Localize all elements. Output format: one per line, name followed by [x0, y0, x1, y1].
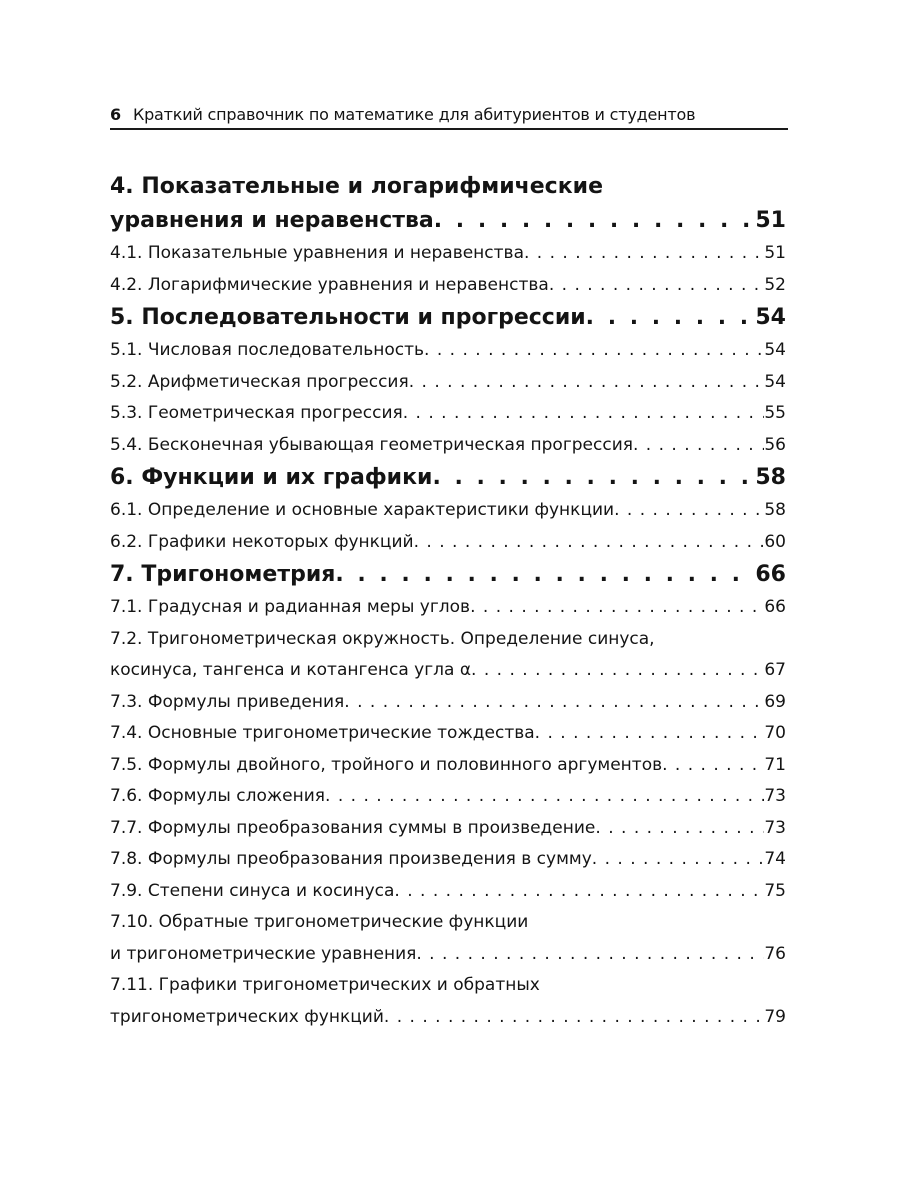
chapter-4-title-line1: 4. Показательные и логарифмические — [110, 174, 603, 199]
toc-entry — [110, 270, 786, 302]
dot-leader — [424, 335, 764, 367]
toc-entry — [110, 527, 786, 559]
dot-leader — [416, 939, 764, 971]
section-title: 7.7. Формулы преобразования суммы в произведение — [110, 817, 596, 838]
chapter-7-entry — [110, 558, 786, 592]
section-page: 54 — [764, 371, 786, 392]
section-page: 75 — [764, 880, 786, 901]
section-page: 73 — [764, 817, 786, 838]
chapter-5-entry — [110, 301, 786, 335]
section-page: 79 — [764, 1006, 786, 1027]
section-title-line1: 7.11. Графики тригонометрических и обратных — [110, 975, 540, 995]
section-title: 7.1. Градусная и радианная меры углов — [110, 597, 471, 617]
section-title: 6.1. Определение и основные характеристики функции — [110, 500, 615, 520]
toc-entry — [110, 750, 786, 782]
section-page: 58 — [764, 500, 786, 520]
chapter-5-title: 5. Последовательности и прогрессии — [110, 305, 586, 330]
dot-leader — [614, 495, 764, 527]
dot-leader — [595, 813, 764, 845]
section-title: и тригонометрические уравнения — [110, 943, 417, 964]
section-title: 7.6. Формулы сложения — [110, 786, 326, 806]
section-page: 51 — [764, 243, 786, 263]
section-title: 4.1. Показательные уравнения и неравенства — [110, 243, 524, 263]
section-page: 74 — [764, 849, 786, 869]
toc-entry — [110, 781, 786, 813]
section-page: 70 — [764, 723, 786, 743]
dot-leader — [409, 367, 765, 399]
toc-entry — [110, 592, 786, 624]
toc-entry — [110, 939, 786, 971]
chapter-4-title-line2: уравнения и неравенства — [110, 208, 434, 233]
section-title: 5.2. Арифметическая прогрессия — [110, 371, 409, 392]
toc-entry — [110, 876, 786, 908]
chapter-7-page: 66 — [755, 562, 786, 587]
toc-entry — [110, 718, 786, 750]
section-title: тригонометрических функций — [110, 1006, 384, 1027]
chapter-7-title: 7. Тригонометрия — [110, 562, 336, 587]
section-title: 7.8. Формулы преобразования произведения в сумму — [110, 849, 592, 869]
dot-leader — [403, 398, 765, 430]
toc-entry — [110, 335, 786, 367]
toc-entry — [110, 495, 786, 527]
section-page: 76 — [764, 943, 786, 964]
toc-entry — [110, 844, 786, 876]
toc-entry — [110, 398, 786, 430]
page-number: 6 — [110, 104, 121, 124]
dot-leader — [384, 1002, 764, 1034]
section-title: 5.3. Геометрическая прогрессия — [110, 403, 403, 423]
dot-leader — [535, 718, 765, 750]
dot-leader — [434, 204, 756, 238]
dot-leader — [432, 461, 755, 495]
section-title: 5.4. Бесконечная убывающая геометрическая прогрессия — [110, 434, 633, 455]
section-page: 73 — [764, 786, 786, 806]
dot-leader — [586, 301, 756, 335]
toc-entry — [110, 655, 786, 687]
dot-leader — [662, 750, 764, 782]
dot-leader — [344, 687, 764, 719]
running-header — [110, 100, 788, 130]
section-title: 4.2. Логарифмические уравнения и неравенства — [110, 274, 549, 295]
section-title-line1: 7.10. Обратные тригонометрические функции — [110, 912, 529, 932]
section-page: 55 — [764, 403, 786, 423]
toc-entry — [110, 367, 786, 399]
section-page: 71 — [764, 754, 786, 775]
toc-entry — [110, 1002, 786, 1034]
chapter-6-page: 58 — [755, 465, 786, 490]
section-title: 7.4. Основные тригонометрические тождества — [110, 723, 535, 743]
section-page: 69 — [764, 691, 786, 712]
section-page: 52 — [764, 274, 786, 295]
dot-leader — [414, 527, 765, 559]
section-title: 6.2. Графики некоторых функций — [110, 531, 414, 552]
running-title: Краткий справочник по математике для абитуриентов и студентов — [132, 104, 696, 124]
section-title: 7.3. Формулы приведения — [110, 691, 345, 712]
section-page: 56 — [764, 434, 786, 455]
dot-leader — [325, 781, 764, 813]
section-title-line1: 7.2. Тригонометрическая окружность. Определение синуса, — [110, 628, 655, 649]
section-title: косинуса, тангенса и котангенса угла α — [110, 660, 472, 680]
chapter-4-entry — [110, 204, 786, 238]
toc-entry — [110, 430, 786, 462]
dot-leader — [592, 844, 765, 876]
section-page: 67 — [764, 660, 786, 680]
dot-leader — [524, 238, 764, 270]
section-page: 54 — [764, 340, 786, 360]
toc-entry — [110, 813, 786, 845]
chapter-6-title: 6. Функции и их графики — [110, 465, 433, 490]
section-page: 60 — [764, 531, 786, 552]
dot-leader — [471, 655, 764, 687]
chapter-5-page: 54 — [755, 305, 786, 330]
dot-leader — [470, 592, 764, 624]
chapter-6-entry — [110, 461, 786, 495]
dot-leader — [335, 558, 755, 592]
table-of-contents — [110, 170, 786, 1033]
section-title: 7.9. Степени синуса и косинуса — [110, 880, 395, 901]
section-title: 7.5. Формулы двойного, тройного и половинного аргументов — [110, 754, 663, 775]
toc-entry — [110, 687, 786, 719]
section-title: 5.1. Числовая последовательность — [110, 340, 425, 360]
dot-leader — [633, 430, 764, 462]
chapter-4-page: 51 — [755, 208, 786, 233]
section-page: 66 — [764, 597, 786, 617]
toc-entry — [110, 238, 786, 270]
dot-leader — [394, 876, 764, 908]
dot-leader — [549, 270, 765, 302]
